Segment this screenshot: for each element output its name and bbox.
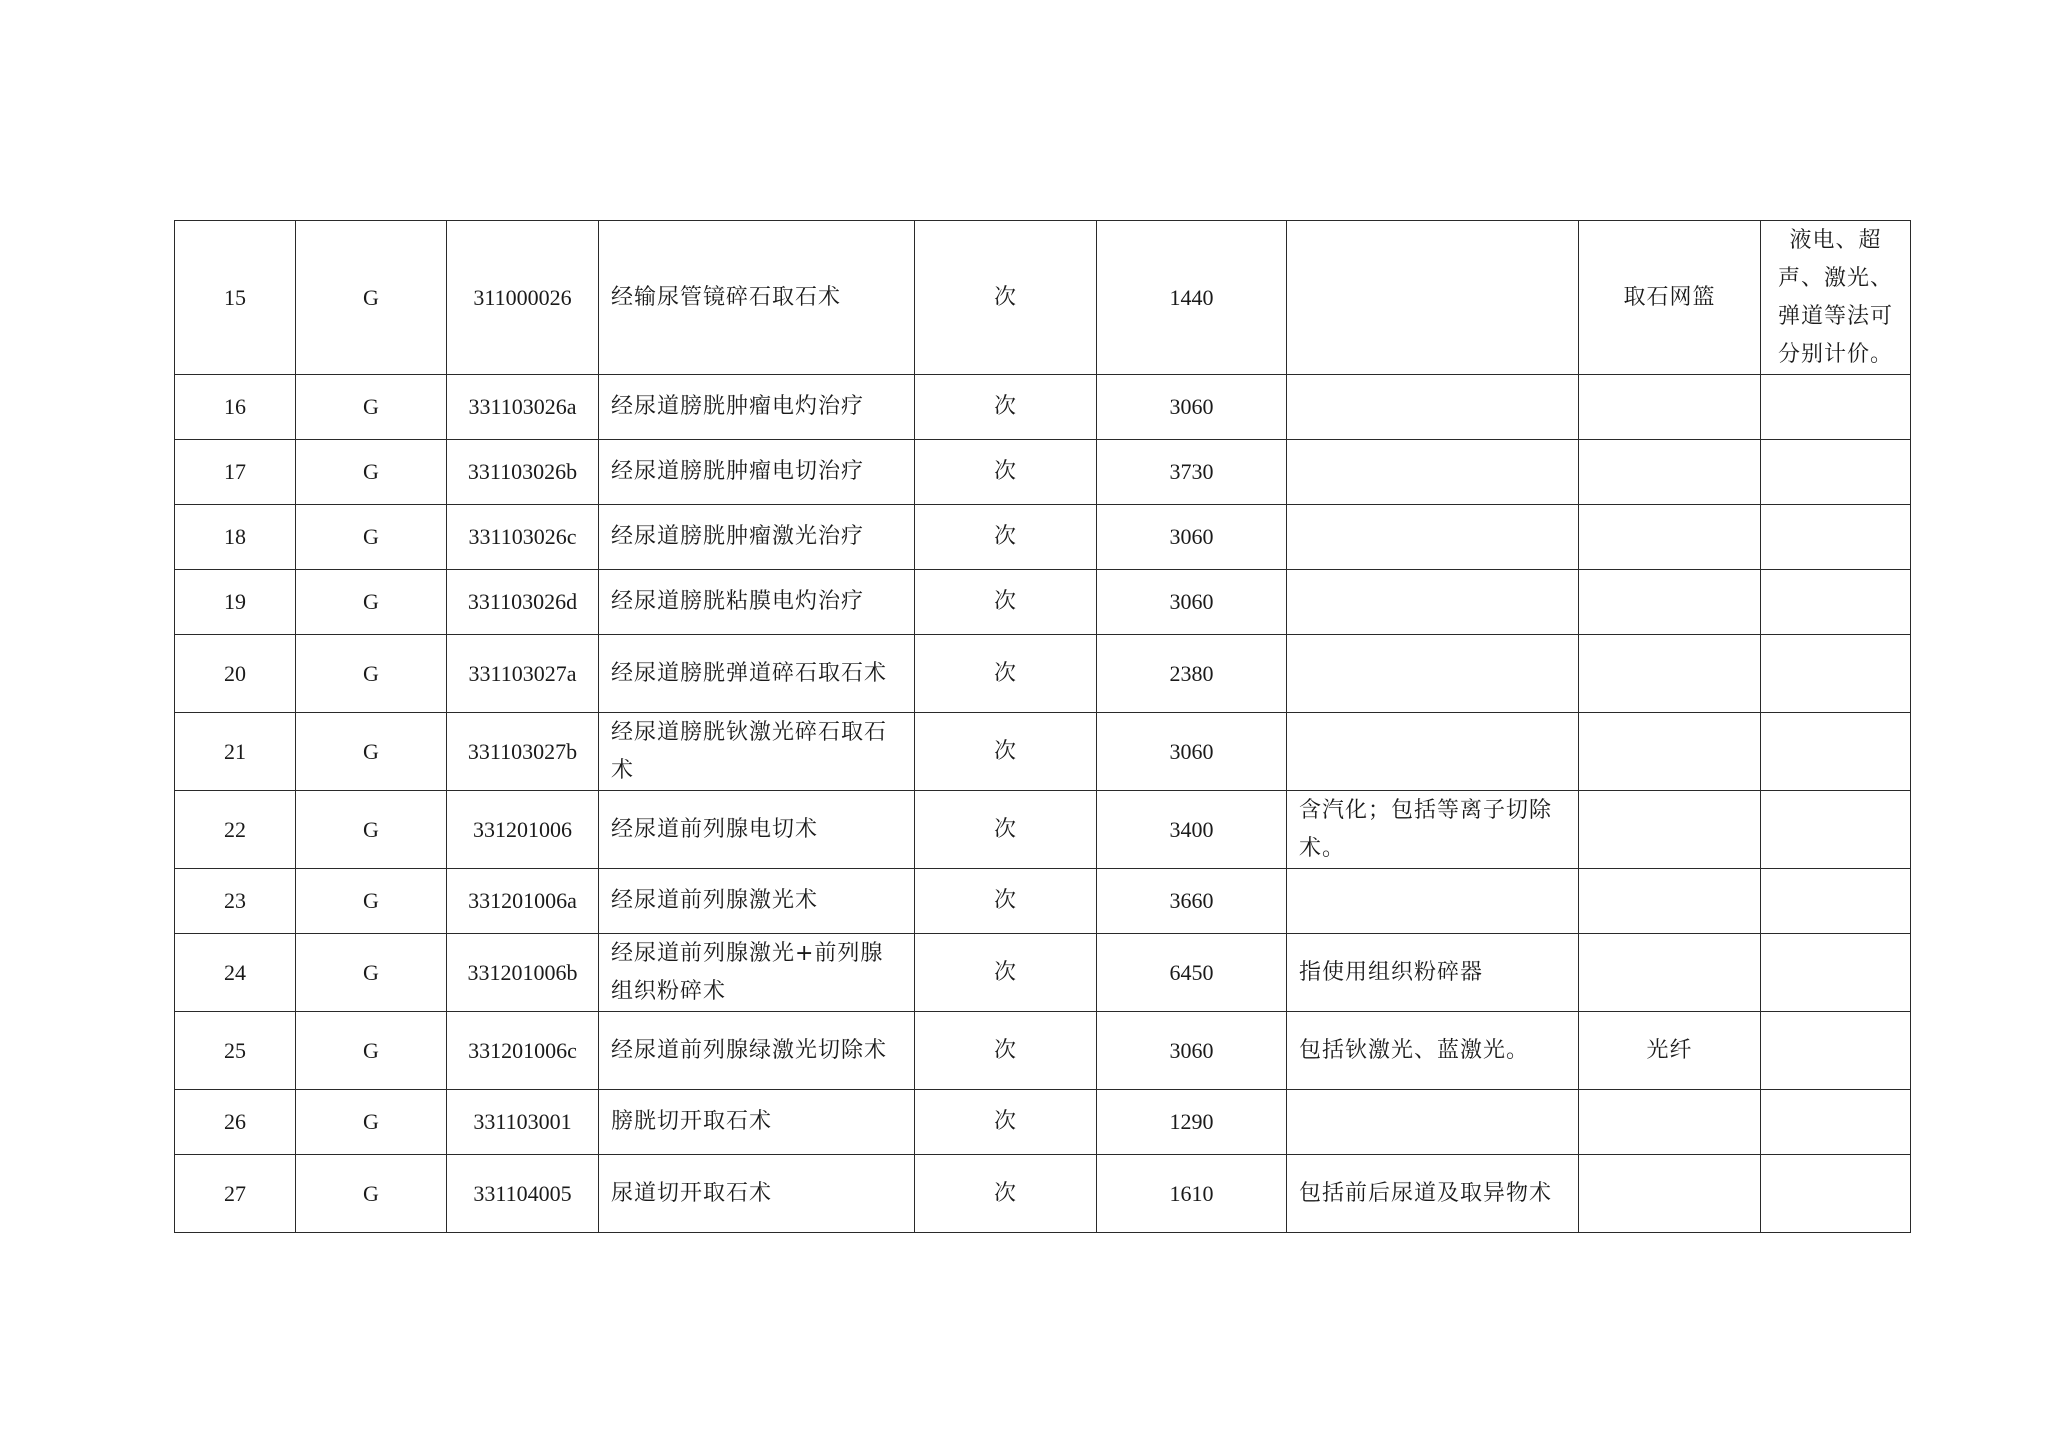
cell-item-name: 经尿道膀胱肿瘤激光治疗 [599,505,915,570]
cell-number: 15 [175,221,296,375]
cell-connotation [1287,440,1579,505]
cell-item-code: 331103026a [447,375,599,440]
cell-connotation [1287,869,1579,934]
cell-connotation: 指使用组织粉碎器 [1287,934,1579,1012]
cell-category: G [296,791,447,869]
cell-number: 18 [175,505,296,570]
cell-item-name: 经尿道前列腺绿激光切除术 [599,1012,915,1090]
cell-connotation [1287,505,1579,570]
cell-item-code: 331201006c [447,1012,599,1090]
cell-category: G [296,635,447,713]
cell-number: 26 [175,1090,296,1155]
cell-price: 1610 [1097,1155,1287,1233]
cell-connotation [1287,221,1579,375]
cell-price: 6450 [1097,934,1287,1012]
cell-category: G [296,934,447,1012]
cell-excluded-items [1579,934,1761,1012]
cell-item-code: 331201006b [447,934,599,1012]
cell-note [1761,1090,1911,1155]
cell-note [1761,791,1911,869]
cell-unit: 次 [915,505,1097,570]
cell-item-name: 经尿道膀胱粘膜电灼治疗 [599,570,915,635]
cell-price: 1440 [1097,221,1287,375]
cell-connotation [1287,713,1579,791]
cell-excluded-items [1579,635,1761,713]
table-row [175,869,1911,934]
cell-unit: 次 [915,791,1097,869]
cell-excluded-items [1579,791,1761,869]
cell-category: G [296,440,447,505]
cell-price: 3060 [1097,505,1287,570]
cell-item-code: 331201006 [447,791,599,869]
table-row [175,505,1911,570]
cell-connotation: 含汽化；包括等离子切除术。 [1287,791,1579,869]
cell-unit: 次 [915,1090,1097,1155]
cell-excluded-items [1579,869,1761,934]
cell-item-name: 经尿道膀胱钬激光碎石取石术 [599,713,915,791]
cell-item-name: 经尿道膀胱肿瘤电灼治疗 [599,375,915,440]
cell-number: 17 [175,440,296,505]
cell-category: G [296,375,447,440]
cell-excluded-items: 光纤 [1579,1012,1761,1090]
cell-connotation [1287,375,1579,440]
cell-item-name: 膀胱切开取石术 [599,1090,915,1155]
cell-note [1761,934,1911,1012]
table-row [175,1012,1911,1090]
table-body [175,221,1911,1233]
table-row [175,635,1911,713]
cell-number: 16 [175,375,296,440]
cell-price: 3060 [1097,375,1287,440]
cell-item-code: 331103026d [447,570,599,635]
table-row [175,791,1911,869]
cell-connotation: 包括前后尿道及取异物术 [1287,1155,1579,1233]
cell-item-code: 331103026c [447,505,599,570]
cell-item-name: 经尿道前列腺激光术 [599,869,915,934]
cell-price: 3060 [1097,570,1287,635]
cell-number: 27 [175,1155,296,1233]
cell-category: G [296,1012,447,1090]
cell-item-code: 331103027a [447,635,599,713]
cell-number: 21 [175,713,296,791]
cell-price: 1290 [1097,1090,1287,1155]
table-row [175,713,1911,791]
cell-unit: 次 [915,713,1097,791]
cell-note [1761,375,1911,440]
cell-price: 2380 [1097,635,1287,713]
cell-unit: 次 [915,440,1097,505]
cell-note [1761,505,1911,570]
cell-unit: 次 [915,934,1097,1012]
cell-item-code: 311000026 [447,221,599,375]
cell-item-code: 331103027b [447,713,599,791]
cell-item-name: 经输尿管镜碎石取石术 [599,221,915,375]
cell-note [1761,1012,1911,1090]
cell-number: 22 [175,791,296,869]
cell-item-name: 经尿道膀胱弹道碎石取石术 [599,635,915,713]
cell-connotation [1287,570,1579,635]
cell-note [1761,440,1911,505]
table-row [175,440,1911,505]
cell-price: 3400 [1097,791,1287,869]
cell-price: 3060 [1097,713,1287,791]
cell-unit: 次 [915,635,1097,713]
cell-item-code: 331201006a [447,869,599,934]
cell-category: G [296,221,447,375]
cell-unit: 次 [915,1155,1097,1233]
cell-excluded-items [1579,505,1761,570]
cell-note [1761,869,1911,934]
cell-category: G [296,869,447,934]
cell-category: G [296,713,447,791]
cell-excluded-items [1579,1090,1761,1155]
table-row [175,934,1911,1012]
cell-connotation [1287,635,1579,713]
cell-item-name: 经尿道前列腺激光+前列腺组织粉碎术 [599,934,915,1012]
cell-excluded-items [1579,713,1761,791]
cell-connotation [1287,1090,1579,1155]
cell-item-name: 经尿道膀胱肿瘤电切治疗 [599,440,915,505]
cell-price: 3730 [1097,440,1287,505]
cell-item-code: 331104005 [447,1155,599,1233]
cell-excluded-items [1579,570,1761,635]
cell-unit: 次 [915,869,1097,934]
cell-number: 19 [175,570,296,635]
cell-note [1761,1155,1911,1233]
cell-number: 23 [175,869,296,934]
cell-number: 25 [175,1012,296,1090]
cell-item-code: 331103001 [447,1090,599,1155]
cell-excluded-items: 取石网篮 [1579,221,1761,375]
cell-item-code: 331103026b [447,440,599,505]
cell-number: 20 [175,635,296,713]
cell-category: G [296,1090,447,1155]
cell-price: 3660 [1097,869,1287,934]
cell-item-name: 经尿道前列腺电切术 [599,791,915,869]
table-row [175,1155,1911,1233]
table-row [175,1090,1911,1155]
cell-price: 3060 [1097,1012,1287,1090]
cell-category: G [296,570,447,635]
table-row [175,375,1911,440]
medical-fee-table [174,220,1911,1233]
cell-category: G [296,505,447,570]
cell-unit: 次 [915,375,1097,440]
cell-unit: 次 [915,570,1097,635]
cell-excluded-items [1579,375,1761,440]
cell-note [1761,570,1911,635]
cell-unit: 次 [915,221,1097,375]
cell-category: G [296,1155,447,1233]
table-row [175,221,1911,375]
cell-excluded-items [1579,1155,1761,1233]
cell-connotation: 包括钬激光、蓝激光。 [1287,1012,1579,1090]
table-row [175,570,1911,635]
cell-number: 24 [175,934,296,1012]
cell-note: 液电、超声、激光、弹道等法可分别计价。 [1761,221,1911,375]
cell-excluded-items [1579,440,1761,505]
cell-unit: 次 [915,1012,1097,1090]
cell-note [1761,635,1911,713]
cell-note [1761,713,1911,791]
cell-item-name: 尿道切开取石术 [599,1155,915,1233]
